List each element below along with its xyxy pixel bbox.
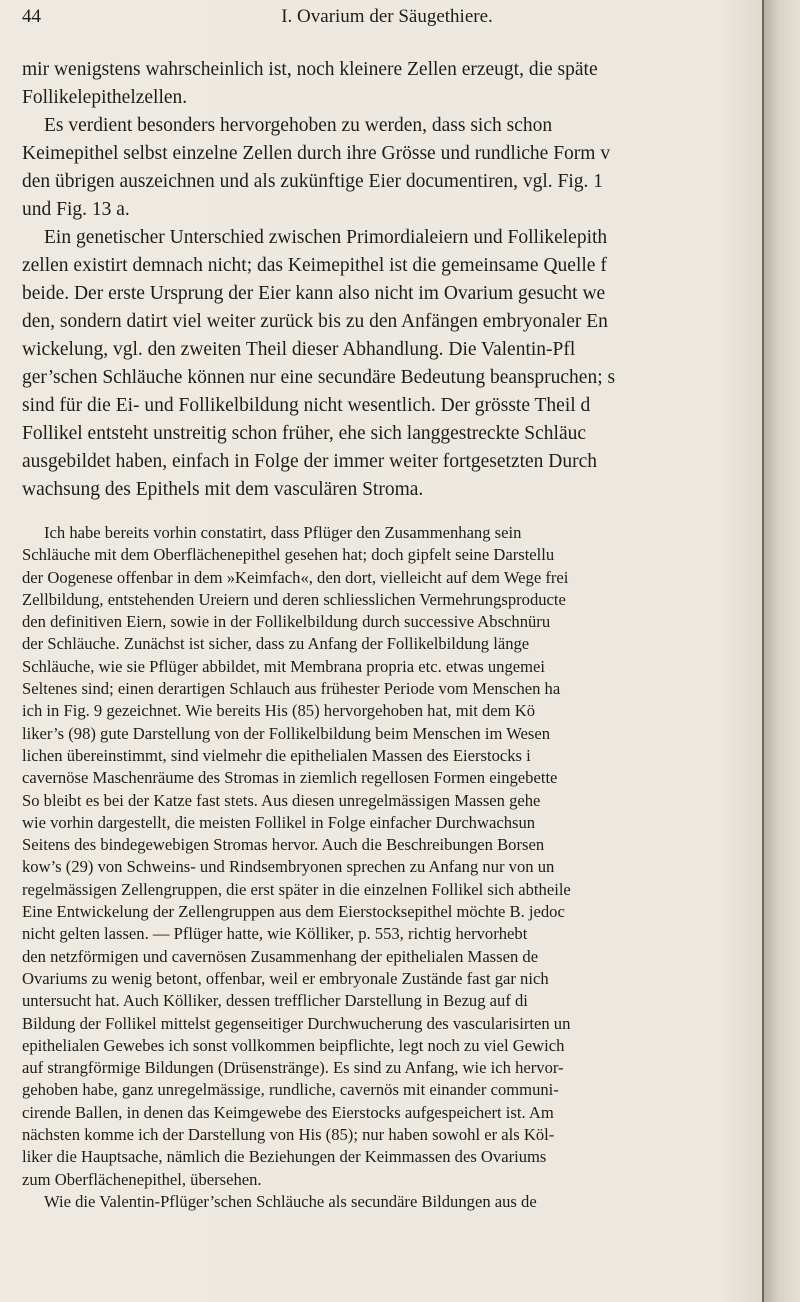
text-line: Bildung der Follikel mittelst gegenseitiger Durchwucherung des vascularisirten un — [22, 1013, 571, 1033]
text-line: liker die Hauptsache, nämlich die Beziehungen der Keimmassen des Ovariums — [22, 1147, 547, 1167]
text-line: sind für die Ei- und Follikelbildung nicht wesentlich. Der grösste Theil d — [22, 395, 591, 416]
text-line: den netzförmigen und cavernösen Zusammenhang der epithelialen Massen de — [22, 946, 539, 966]
text-line: Keimepithel selbst einzelne Zellen durch ihre Grösse und rundliche Form v — [22, 143, 611, 164]
text-line: ger’schen Schläuche können nur eine secundäre Bedeutung beanspruchen; s — [22, 367, 616, 388]
page-gutter-edge — [762, 0, 800, 1302]
text-line: cirende Ballen, in denen das Keimgewebe des Eierstocks aufgespeichert ist. Am — [22, 1102, 554, 1122]
text-line: Seitens des bindegewebigen Stromas hervor. Auch die Beschreibungen Borsen — [22, 835, 545, 855]
text-line: wachsung des Epithels mit dem vasculären Stroma. — [22, 479, 424, 500]
text-line: liker’s (98) gute Darstellung von der Follikelbildung beim Menschen im Wesen — [22, 723, 551, 743]
section-small-text — [22, 522, 760, 1213]
text-line: und Fig. 13 a. — [22, 199, 130, 220]
text-line: zellen existirt demnach nicht; das Keimepithel ist die gemeinsame Quelle f — [22, 255, 607, 276]
text-line: Es verdient besonders hervorgehoben zu werden, dass sich schon — [44, 115, 553, 136]
text-line: mir wenigstens wahrscheinlich ist, noch kleinere Zellen erzeugt, die späte — [22, 59, 598, 80]
text-line: Seltenes sind; einen derartigen Schlauch aus frühester Periode vom Menschen ha — [22, 679, 561, 699]
text-line: untersucht hat. Auch Kölliker, dessen trefflicher Darstellung in Bezug auf di — [22, 991, 528, 1011]
text-line: ausgebildet haben, einfach in Folge der immer weiter fortgesetzten Durch — [22, 451, 598, 472]
text-line: beide. Der erste Ursprung der Eier kann also nicht im Ovarium gesucht we — [22, 283, 606, 304]
text-line: regelmässigen Zellengruppen, die erst später in die einzelnen Follikel sich abtheile — [22, 879, 571, 899]
section-large-text — [22, 56, 760, 504]
text-line: kow’s (29) von Schweins- und Rindsembryonen sprechen zu Anfang nur von un — [22, 857, 555, 877]
text-line: wickelung, vgl. den zweiten Theil dieser Abhandlung. Die Valentin-Pfl — [22, 339, 576, 360]
text-line: gehoben habe, ganz unregelmässige, rundliche, cavernös mit einander communi- — [22, 1080, 559, 1100]
text-line: Follikel entsteht unstreitig schon früher, ehe sich langgestreckte Schläuc — [22, 423, 587, 444]
text-line: der Schläuche. Zunächst ist sicher, dass zu Anfang der Follikelbildung länge — [22, 634, 530, 654]
text-line: Wie die Valentin-Pflüger’schen Schläuche als secundäre Bildungen aus de — [44, 1191, 537, 1211]
text-line: Follikelepithelzellen. — [22, 87, 188, 108]
text-line: wie vorhin dargestellt, die meisten Follikel in Folge einfacher Durchwachsun — [22, 812, 536, 832]
text-line: cavernöse Maschenräume des Stromas in ziemlich regellosen Formen eingebette — [22, 768, 558, 788]
page-header — [22, 6, 752, 34]
text-line: nicht gelten lassen. — Pflüger hatte, wie Kölliker, p. 553, richtig hervorhebt — [22, 924, 528, 944]
text-line: den übrigen auszeichnen und als zukünftige Eier documentiren, vgl. Fig. 1 — [22, 171, 604, 192]
text-line: den, sondern datirt viel weiter zurück bis zu den Anfängen embryonaler En — [22, 311, 608, 332]
text-line: lichen übereinstimmt, sind vielmehr die epithelialen Massen des Eierstocks i — [22, 745, 531, 765]
text-line: So bleibt es bei der Katze fast stets. Aus diesen unregelmässigen Massen gehe — [22, 790, 541, 810]
text-line: Ein genetischer Unterschied zwischen Primordialeiern und Follikelepith — [44, 227, 608, 248]
text-line: ich in Fig. 9 gezeichnet. Wie bereits His (85) hervorgehoben hat, mit dem Kö — [22, 701, 535, 721]
text-line: Zellbildung, entstehenden Ureiern und deren schliesslichen Vermehrungsproducte — [22, 589, 566, 609]
text-line: nächsten komme ich der Darstellung von His (85); nur haben sowohl er als Köl- — [22, 1125, 555, 1145]
body-text — [22, 56, 760, 1213]
text-line: den definitiven Eiern, sowie in der Follikelbildung durch successive Abschnüru — [22, 612, 551, 632]
text-line: Ich habe bereits vorhin constatirt, dass Pflüger den Zusammenhang sein — [44, 523, 522, 542]
page-number: 44 — [22, 6, 41, 27]
text-line: auf strangförmige Bildungen (Drüsenstränge). Es sind zu Anfang, wie ich hervor- — [22, 1058, 564, 1078]
running-title: I. Ovarium der Säugethiere. — [281, 6, 493, 27]
text-line: zum Oberflächenepithel, übersehen. — [22, 1169, 262, 1189]
text-line: Eine Entwickelung der Zellengruppen aus dem Eierstocksepithel möchte B. jedoc — [22, 902, 565, 922]
text-line: Schläuche, wie sie Pflüger abbildet, mit Membrana propria etc. etwas ungemei — [22, 656, 545, 676]
text-line: Ovariums zu wenig betont, offenbar, weil er embryonale Zustände fast gar nich — [22, 968, 549, 988]
text-line: Schläuche mit dem Oberflächenepithel gesehen hat; doch gipfelt seine Darstellu — [22, 545, 555, 565]
text-line: der Oogenese offenbar in dem »Keimfach«, den dort, vielleicht auf dem Wege frei — [22, 567, 569, 587]
text-line: epithelialen Gewebes ich sonst vollkommen beipflichte, legt noch zu viel Gewich — [22, 1035, 565, 1055]
